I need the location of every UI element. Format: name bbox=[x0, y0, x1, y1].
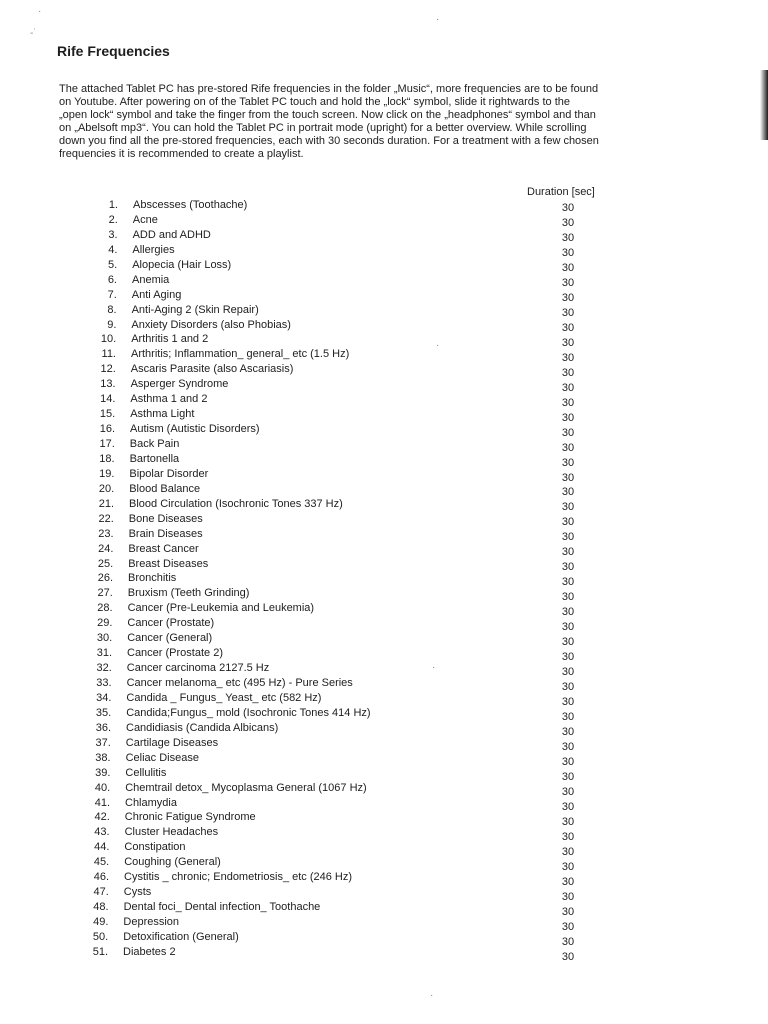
list-item bbox=[0, 691, 768, 709]
item-number: 10. bbox=[100, 333, 117, 346]
item-number: 16. bbox=[99, 423, 115, 436]
item-number: 32. bbox=[96, 662, 112, 675]
item-number: 2. bbox=[108, 213, 118, 226]
item-number: 18. bbox=[99, 452, 115, 465]
item-duration: 30 bbox=[561, 711, 575, 724]
list-item bbox=[0, 422, 768, 437]
item-number: 43. bbox=[94, 826, 110, 839]
list-item bbox=[0, 796, 768, 811]
list-item bbox=[0, 751, 768, 766]
item-name: Breast Diseases bbox=[128, 557, 209, 570]
list-item bbox=[0, 228, 768, 243]
item-duration: 30 bbox=[561, 935, 575, 948]
list-item bbox=[0, 467, 768, 482]
item-duration: 30 bbox=[561, 606, 575, 619]
list-item bbox=[0, 407, 768, 422]
item-number: 33. bbox=[96, 677, 112, 689]
item-duration: 30 bbox=[561, 456, 575, 469]
list-item bbox=[0, 840, 768, 858]
item-duration: 30 bbox=[561, 306, 575, 319]
list-item bbox=[0, 930, 768, 948]
item-number: 8. bbox=[107, 303, 117, 316]
item-name: Asthma 1 and 2 bbox=[130, 393, 208, 406]
item-name: Back Pain bbox=[129, 438, 180, 450]
intro-paragraph: The attached Tablet PC has pre-stored Rife frequencies in the folder „Music“, more frequencies are to be found on Youtube. After powering on of the Tablet PC touch and hold the „lock“ symbol, slide it rightwards to the „open lock“ symbol and take the finger from the touch screen. Now click on the „headphones“ symbol and than on „Abelsoft mp3“. You can hold the Tablet PC in portrait mode (upright) for a better overview. While scrolling down you find all the pre-stored frequencies, each with 30 seconds duration. For a treatment with a few chosen frequencies it is recommended to create a playlist. bbox=[59, 83, 599, 160]
list-item bbox=[0, 631, 768, 649]
list-item bbox=[0, 781, 768, 796]
item-name: Blood Balance bbox=[129, 482, 201, 495]
scan-speck: · bbox=[430, 990, 434, 1001]
item-number: 42. bbox=[94, 811, 110, 824]
item-number: 48. bbox=[93, 901, 109, 914]
list-item bbox=[0, 900, 768, 918]
item-name: ADD and ADHD bbox=[132, 228, 211, 241]
item-number: 26. bbox=[97, 572, 113, 585]
item-name: Chemtrail detox_ Mycoplasma General (1067 Hz) bbox=[125, 781, 367, 794]
scan-edge-shadow bbox=[760, 70, 768, 140]
scan-speck: ‑˙ bbox=[30, 28, 37, 39]
list-item bbox=[0, 377, 768, 392]
item-name: Chronic Fatigue Syndrome bbox=[124, 811, 256, 824]
item-duration: 30 bbox=[561, 561, 575, 574]
item-duration: 30 bbox=[561, 666, 575, 679]
item-name: Candidiasis (Candida Albicans) bbox=[126, 721, 279, 734]
item-number: 4. bbox=[108, 243, 118, 256]
item-name: Detoxification (General) bbox=[123, 930, 239, 943]
list-item bbox=[0, 482, 768, 497]
item-number: 13. bbox=[100, 378, 116, 391]
item-name: Arthritis; Inflammation_ general_ etc (1.5 Hz) bbox=[131, 348, 350, 361]
duration-column-header: Duration [sec] bbox=[527, 186, 595, 198]
item-name: Diabetes 2 bbox=[123, 945, 176, 958]
item-number: 25. bbox=[97, 557, 114, 570]
item-name: Cancer carcinoma 2127.5 Hz bbox=[126, 662, 270, 675]
item-name: Cancer (Pre-Leukemia and Leukemia) bbox=[127, 602, 315, 615]
item-number: 5. bbox=[108, 258, 118, 271]
item-name: Cancer (Prostate) bbox=[127, 617, 215, 630]
scan-speck: · bbox=[432, 662, 436, 673]
item-name: Asperger Syndrome bbox=[130, 378, 229, 391]
item-number: 12. bbox=[100, 363, 116, 376]
item-duration: 30 bbox=[561, 351, 575, 364]
list-item bbox=[0, 392, 768, 407]
item-number: 24. bbox=[98, 542, 114, 555]
item-duration: 30 bbox=[561, 621, 575, 634]
item-duration: 30 bbox=[561, 770, 575, 783]
item-name: Cancer melanoma_ etc (495 Hz) - Pure Series bbox=[126, 677, 353, 689]
item-number: 20. bbox=[98, 482, 115, 495]
item-number: 46. bbox=[93, 871, 109, 884]
list-item bbox=[0, 616, 768, 634]
item-name: Cystitis _ chronic; Endometriosis_ etc (246 Hz) bbox=[124, 871, 353, 884]
item-number: 9. bbox=[107, 318, 117, 331]
item-number: 11. bbox=[101, 348, 116, 361]
item-duration: 30 bbox=[561, 216, 575, 229]
list-item bbox=[0, 571, 768, 589]
item-number: 7. bbox=[107, 288, 117, 301]
item-number: 47. bbox=[93, 886, 109, 899]
item-number: 28. bbox=[97, 602, 113, 615]
list-item bbox=[0, 542, 768, 557]
item-number: 23. bbox=[98, 527, 114, 540]
list-item bbox=[0, 332, 768, 347]
item-name: Acne bbox=[132, 213, 158, 226]
item-name: Anti Aging bbox=[131, 288, 182, 301]
item-number: 3. bbox=[108, 228, 118, 241]
item-duration: 30 bbox=[561, 501, 575, 514]
item-duration: 30 bbox=[561, 636, 575, 649]
item-duration: 30 bbox=[561, 516, 575, 529]
list-item bbox=[0, 213, 768, 228]
scan-speck: · bbox=[436, 14, 440, 25]
item-name: Breast Cancer bbox=[128, 542, 199, 555]
list-item bbox=[0, 766, 768, 781]
list-item bbox=[0, 318, 768, 333]
item-name: Autism (Autistic Disorders) bbox=[130, 423, 260, 436]
item-name: Coughing (General) bbox=[124, 856, 221, 869]
item-name: Abscesses (Toothache) bbox=[133, 199, 248, 211]
list-item bbox=[0, 915, 768, 933]
list-item bbox=[0, 347, 768, 362]
item-duration: 30 bbox=[561, 785, 575, 798]
item-duration: 30 bbox=[561, 576, 575, 589]
item-number: 30. bbox=[96, 632, 113, 645]
item-number: 39. bbox=[95, 766, 111, 779]
item-number: 36. bbox=[95, 721, 111, 734]
item-duration: 30 bbox=[561, 366, 575, 379]
item-number: 40. bbox=[94, 781, 111, 794]
item-duration: 30 bbox=[561, 202, 575, 214]
item-duration: 30 bbox=[561, 321, 575, 334]
item-duration: 30 bbox=[561, 755, 575, 768]
item-name: Dental foci_ Dental infection_ Toothache bbox=[123, 901, 321, 914]
item-number: 14. bbox=[100, 393, 116, 406]
item-duration: 30 bbox=[561, 800, 575, 813]
item-name: Candida _ Fungus_ Yeast_ etc (582 Hz) bbox=[126, 691, 322, 704]
item-name: Bone Diseases bbox=[128, 512, 203, 525]
item-number: 27. bbox=[97, 587, 113, 600]
item-duration: 30 bbox=[561, 741, 575, 753]
item-name: Bipolar Disorder bbox=[129, 467, 209, 480]
item-name: Cysts bbox=[123, 886, 152, 899]
item-number: 15. bbox=[99, 408, 116, 421]
item-duration: 30 bbox=[561, 875, 575, 888]
item-duration: 30 bbox=[561, 830, 575, 843]
list-item bbox=[0, 437, 768, 452]
list-item bbox=[0, 527, 768, 542]
item-number: 45. bbox=[93, 856, 110, 869]
item-duration: 30 bbox=[561, 471, 575, 484]
scan-speck: · bbox=[436, 340, 440, 351]
item-name: Anxiety Disorders (also Phobias) bbox=[131, 318, 291, 331]
list-item bbox=[0, 601, 768, 619]
item-number: 44. bbox=[94, 841, 110, 854]
item-name: Anemia bbox=[132, 273, 170, 286]
item-number: 21. bbox=[98, 497, 114, 510]
item-duration: 30 bbox=[561, 531, 575, 544]
item-duration: 30 bbox=[561, 246, 575, 259]
item-name: Cancer (Prostate 2) bbox=[127, 647, 223, 660]
item-duration: 30 bbox=[561, 291, 575, 304]
list-item bbox=[0, 303, 768, 318]
item-name: Arthritis 1 and 2 bbox=[131, 333, 209, 346]
item-number: 22. bbox=[98, 512, 114, 525]
list-item bbox=[0, 870, 768, 888]
list-item bbox=[0, 198, 768, 213]
item-name: Alopecia (Hair Loss) bbox=[132, 258, 232, 271]
item-duration: 30 bbox=[561, 815, 575, 828]
list-item bbox=[0, 706, 768, 724]
list-item bbox=[0, 676, 768, 694]
list-item bbox=[0, 586, 768, 604]
item-name: Depression bbox=[123, 916, 180, 928]
item-number: 41. bbox=[94, 796, 110, 809]
item-duration: 30 bbox=[561, 486, 575, 499]
item-duration: 30 bbox=[561, 860, 575, 873]
item-name: Cartilage Diseases bbox=[125, 736, 219, 749]
item-name: Bronchitis bbox=[128, 572, 177, 585]
list-item bbox=[0, 825, 768, 843]
item-number: 17. bbox=[99, 438, 115, 450]
item-name: Bruxism (Teeth Grinding) bbox=[127, 587, 250, 600]
list-item bbox=[0, 661, 768, 679]
item-duration: 30 bbox=[561, 920, 575, 933]
item-number: 29. bbox=[97, 617, 113, 630]
item-number: 19. bbox=[99, 467, 115, 480]
list-item bbox=[0, 452, 768, 467]
item-duration: 30 bbox=[561, 261, 575, 274]
item-name: Cancer (General) bbox=[127, 632, 213, 645]
item-name: Allergies bbox=[132, 243, 175, 256]
frequency-list bbox=[0, 198, 768, 963]
item-name: Asthma Light bbox=[130, 408, 195, 421]
item-number: 6. bbox=[107, 273, 117, 286]
item-number: 34. bbox=[96, 691, 112, 704]
item-duration: 30 bbox=[561, 426, 575, 439]
item-duration: 30 bbox=[561, 441, 575, 454]
item-duration: 30 bbox=[561, 411, 575, 424]
list-item bbox=[0, 497, 768, 512]
scan-speck: · bbox=[38, 6, 42, 17]
list-item bbox=[0, 362, 768, 377]
item-duration: 30 bbox=[561, 950, 575, 963]
item-name: Bartonella bbox=[129, 452, 180, 465]
list-item bbox=[0, 258, 768, 273]
list-item bbox=[0, 721, 768, 739]
list-item bbox=[0, 736, 768, 751]
item-duration: 30 bbox=[561, 591, 575, 604]
item-name: Blood Circulation (Isochronic Tones 337 Hz) bbox=[129, 497, 343, 510]
list-item bbox=[0, 855, 768, 873]
item-name: Anti-Aging 2 (Skin Repair) bbox=[131, 303, 259, 316]
item-number: 50. bbox=[92, 930, 109, 943]
list-item bbox=[0, 945, 768, 963]
item-name: Ascaris Parasite (also Ascariasis) bbox=[130, 363, 294, 376]
item-name: Celiac Disease bbox=[125, 751, 199, 764]
item-duration: 30 bbox=[561, 231, 575, 244]
item-name: Cellulitis bbox=[125, 766, 167, 779]
item-name: Candida;Fungus_ mold (Isochronic Tones 414 Hz) bbox=[126, 706, 371, 719]
item-duration: 30 bbox=[561, 905, 575, 918]
item-number: 38. bbox=[95, 751, 111, 764]
item-name: Chlamydia bbox=[125, 796, 177, 809]
item-number: 1. bbox=[108, 199, 118, 211]
item-number: 51. bbox=[92, 945, 108, 958]
item-number: 31. bbox=[96, 647, 112, 660]
list-item bbox=[0, 243, 768, 258]
item-number: 37. bbox=[95, 736, 111, 749]
list-item bbox=[0, 557, 768, 572]
item-number: 49. bbox=[93, 916, 109, 928]
item-duration: 30 bbox=[561, 696, 575, 709]
item-duration: 30 bbox=[561, 651, 575, 664]
item-duration: 30 bbox=[561, 546, 575, 559]
list-item bbox=[0, 273, 768, 288]
item-duration: 30 bbox=[561, 336, 575, 349]
list-item bbox=[0, 512, 768, 527]
item-duration: 30 bbox=[561, 890, 575, 903]
page-title: Rife Frequencies bbox=[57, 43, 170, 59]
item-duration: 30 bbox=[561, 276, 575, 289]
list-item bbox=[0, 288, 768, 303]
item-duration: 30 bbox=[561, 845, 575, 858]
item-name: Cluster Headaches bbox=[124, 826, 219, 839]
item-duration: 30 bbox=[561, 681, 575, 694]
item-duration: 30 bbox=[561, 381, 575, 394]
item-duration: 30 bbox=[561, 726, 575, 739]
item-duration: 30 bbox=[561, 396, 575, 409]
list-item bbox=[0, 646, 768, 664]
item-number: 35. bbox=[95, 706, 112, 719]
list-item bbox=[0, 885, 768, 903]
list-item bbox=[0, 810, 768, 828]
item-name: Brain Diseases bbox=[128, 527, 203, 540]
item-name: Constipation bbox=[124, 841, 186, 854]
